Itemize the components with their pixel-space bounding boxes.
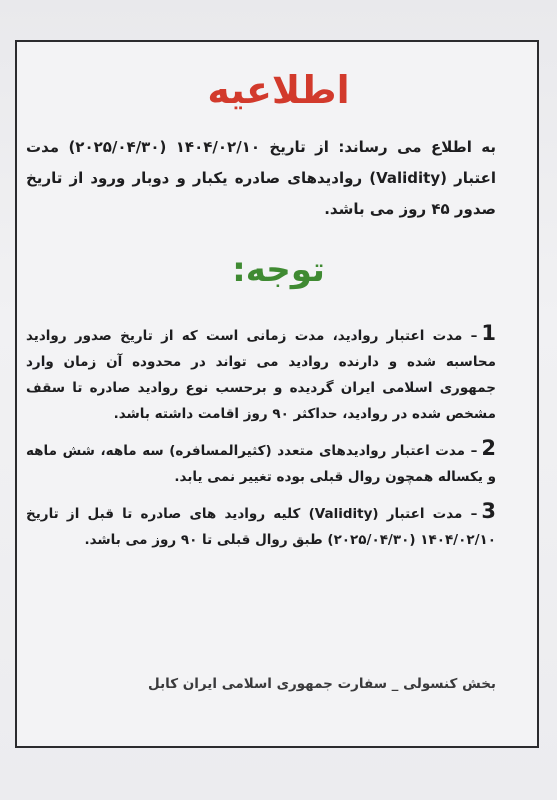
notice-item-text: – مدت اعتبار (Validity) کلیه روادید های صادره تا قبل از تاریخ ۱۴۰۴/۰۲/۱۰ (۲۰۲۵/۰۴/۳۰) طبق روال قبلی تا ۹۰ روز می باشد. [26,506,496,548]
notice-item-text: – مدت اعتبار روادیدهای متعدد (کثیرالمسافره) سه ماهه، شش ماهه و یکساله همچون روال قبلی بوده تغییر نمی یابد. [26,443,496,485]
notice-item-3 [26,498,496,553]
notice-footer-signature: بخش کنسولی _ سفارت جمهوری اسلامی ایران کابل [148,676,496,692]
notice-intro-paragraph: به اطلاع می رساند: از تاریخ ۱۴۰۴/۰۲/۱۰ (۲۰۲۵/۰۴/۳۰) مدت اعتبار (Validity) روادیدهای صادره یکبار و دوبار ورود از تاریخ صدور ۴۵ روز می باشد. [26,138,497,218]
notice-items-list [26,320,496,561]
attention-heading: توجه: [232,250,325,290]
notice-item-text: – مدت اعتبار روادید، مدت زمانی است که از تاریخ صدور روادید محاسبه شده و دارنده روادید می تواند در محدوده آن زمان وارد جمهوری اسلامی ایران گردیده و برحسب نوع روادید صادره تا سقف مشخص شده در روادید، حداکثر ۹۰ روز اقامت داشته باشد. [26,328,496,422]
notice-item-2 [26,435,496,490]
notice-item-number: 2 [481,436,496,460]
notice-title: اطلاعیه [207,68,350,112]
notice-item-number: 1 [481,321,496,345]
notice-item-number: 3 [481,499,496,523]
notice-item-1 [26,320,496,427]
